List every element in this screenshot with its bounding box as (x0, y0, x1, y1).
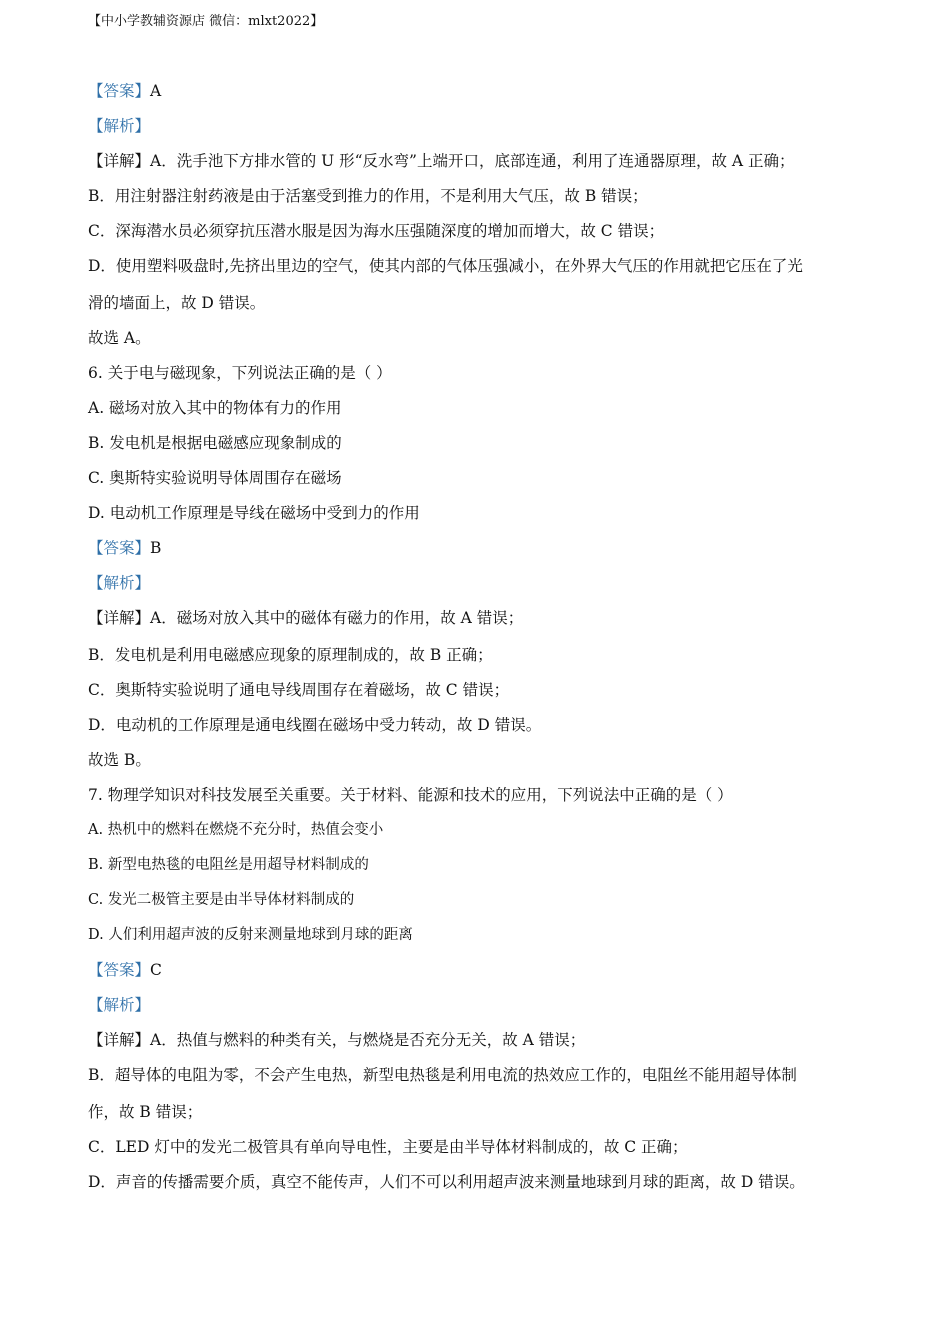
detail-line: D．声音的传播需要介质，真空不能传声，人们不可以利用超声波来测量地球到月球的距离，故 D 错误。 (88, 1173, 805, 1191)
detail-line: B．发电机是利用电磁感应现象的原理制成的，故 B 正确； (88, 646, 493, 664)
detail-line: B．用注射器注射药液是由于活塞受到推力的作用，不是利用大气压，故 B 错误； (88, 187, 648, 205)
detail-line: D．电动机的工作原理是通电线圈在磁场中受力转动，故 D 错误。 (88, 716, 542, 734)
detail-line: B．超导体的电阻为零，不会产生电热，新型电热毯是利用电流的热效应工作的，电阻丝不能用超导体制 (88, 1066, 797, 1084)
option-d: D. 人们利用超声波的反射来测量地球到月球的距离 (88, 927, 413, 943)
question-stem: 7. 物理学知识对科技发展至关重要。关于材料、能源和技术的应用，下列说法中正确的是（ ） (88, 786, 733, 804)
detail-line: C．LED 灯中的发光二极管具有单向导电性，主要是由半导体材料制成的，故 C 正确； (88, 1138, 688, 1156)
detail-line (88, 605, 868, 642)
answer-value: B (150, 539, 162, 557)
detail-line (88, 148, 868, 183)
detail-line: C．深海潜水员必须穿抗压潜水服是因为海水压强随深度的增加而增大，故 C 错误； (88, 222, 665, 240)
detail-tag: 【详解】 (88, 152, 151, 170)
conclusion-line: 故选 A。 (88, 329, 151, 347)
detail-text: A．洗手池下方排水管的 U 形“反水弯”上端开口，底部连通，利用了连通器原理，故 A 正确； (150, 152, 795, 170)
document-body (88, 78, 868, 1204)
option-d: D. 电动机工作原理是导线在磁场中受到力的作用 (88, 504, 420, 522)
detail-line: D．使用塑料吸盘时,先挤出里边的空气，使其内部的气体压强减小，在外界大气压的作用就把它压在了光 (88, 257, 803, 275)
option-b: B. 发电机是根据电磁感应现象制成的 (88, 434, 342, 452)
answer-tag: 【答案】 (88, 539, 151, 557)
detail-line: 作，故 B 错误； (88, 1103, 203, 1121)
analysis-tag: 【解析】 (88, 574, 151, 592)
analysis-tag-line (88, 570, 868, 605)
answer-value: C (150, 961, 162, 979)
conclusion-line: 故选 B。 (88, 751, 151, 769)
answer-line (88, 957, 868, 992)
answer-line (88, 78, 868, 113)
detail-line: C．奥斯特实验说明了通电导线周围存在着磁场，故 C 错误； (88, 681, 510, 699)
analysis-tag: 【解析】 (88, 996, 151, 1014)
option-c: C. 奥斯特实验说明导体周围存在磁场 (88, 469, 342, 487)
analysis-tag-line (88, 992, 868, 1027)
answer-value: A (150, 82, 162, 100)
option-a: A. 磁场对放入其中的物体有力的作用 (88, 399, 342, 417)
answer-tag: 【答案】 (88, 961, 151, 979)
detail-tag: 【详解】 (88, 1031, 151, 1049)
analysis-tag-line (88, 113, 868, 148)
detail-tag: 【详解】 (88, 609, 151, 627)
option-b: B. 新型电热毯的电阻丝是用超导材料制成的 (88, 857, 369, 873)
detail-line (88, 1027, 868, 1062)
detail-text: A．热值与燃料的种类有关，与燃烧是否充分无关，故 A 错误； (150, 1031, 586, 1049)
option-a: A. 热机中的燃料在燃烧不充分时，热值会变小 (88, 822, 384, 838)
analysis-tag: 【解析】 (88, 117, 151, 135)
detail-text: A．磁场对放入其中的磁体有磁力的作用，故 A 错误； (150, 609, 524, 627)
option-c: C. 发光二极管主要是由半导体材料制成的 (88, 892, 355, 908)
detail-line: 滑的墙面上，故 D 错误。 (88, 294, 266, 312)
answer-tag: 【答案】 (88, 82, 151, 100)
page-header: 【中小学教辅资源店 微信：mlxt2022】 (88, 14, 324, 29)
answer-line (88, 535, 868, 570)
question-stem: 6. 关于电与磁现象，下列说法正确的是（ ） (88, 364, 392, 382)
